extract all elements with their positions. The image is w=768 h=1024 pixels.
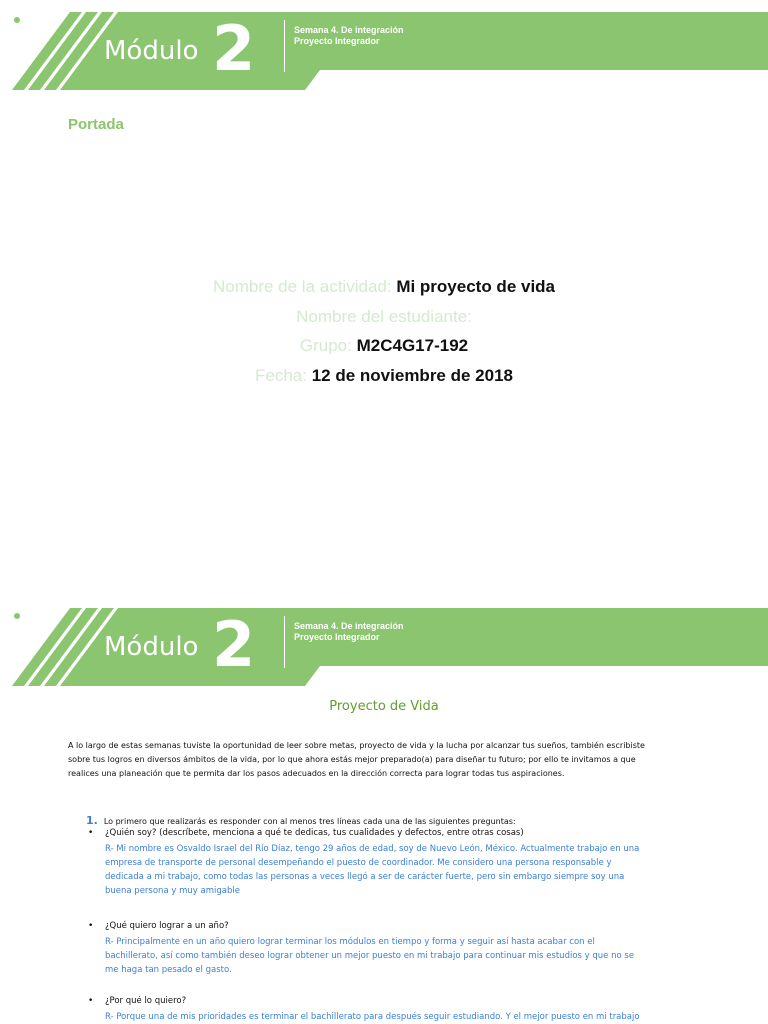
module-number: 2	[212, 12, 256, 85]
group-value: M2C4G17-192	[356, 336, 469, 355]
module-word: Módulo	[104, 36, 199, 66]
module-number: 2	[212, 608, 256, 681]
activity-label: Nombre de la actividad:	[212, 277, 392, 296]
module-banner	[0, 0, 768, 90]
answer-text	[105, 935, 725, 977]
question-text: ¿Por qué lo quiero?	[105, 996, 187, 1006]
svg-text:en: en	[30, 604, 37, 610]
intro-paragraph	[68, 739, 718, 781]
answer-line: bachillerato, así como también deseo lograr obtener un mejor puesto en mi trabajo para continuar mis estudios y que no se	[105, 951, 635, 961]
answer-line: buena persona y muy amigable	[105, 886, 240, 896]
banner-divider	[284, 616, 285, 668]
svg-text:SEP: SEP	[30, 620, 43, 626]
student-label: Nombre del estudiante:	[296, 307, 472, 326]
date-label: Fecha:	[255, 366, 307, 385]
intro-line: realices una planeación que te permita dar los pasos adecuados en la dirección correcta para lograr todas tus aspiraciones.	[68, 769, 565, 778]
answer-line: R- Porque una de mis prioridades es terminar el bachillerato para después seguir estudiando. Y el mejor puesto en mi trabajo	[105, 1012, 640, 1022]
question-text: ¿Quién soy? (descríbete, menciona a qué te dedicas, tus cualidades y defectos, entre otras cosas)	[105, 828, 524, 838]
question-text: ¿Qué quiero lograr a un año?	[105, 921, 229, 931]
numbered-item	[86, 814, 516, 827]
document-title: Proyecto de Vida	[329, 699, 439, 714]
student-line	[0, 307, 768, 327]
answer-line: empresa de transporte de personal desempeñando el puesto de coordinador. Me considero una persona responsable y	[105, 858, 612, 868]
prepa-logo-icon	[0, 596, 44, 634]
banner-divider	[284, 20, 285, 72]
week-label: Semana 4. De integración	[294, 621, 404, 631]
date-line	[0, 366, 768, 386]
answer-text	[105, 1010, 725, 1024]
portada-heading: Portada	[68, 116, 124, 133]
bullet-icon: •	[88, 828, 94, 838]
date-value: 12 de noviembre de 2018	[311, 366, 513, 385]
svg-text:en: en	[30, 8, 37, 14]
page-2	[0, 596, 768, 1024]
answer-line: R- Principalmente en un año quiero lograr terminar los módulos en tiempo y forma y seguir así hasta acabar con el	[105, 937, 595, 947]
svg-text:SEP: SEP	[30, 24, 43, 30]
project-label: Proyecto Integrador	[294, 632, 380, 642]
answer-line: me haga tan pesado el gasto.	[105, 965, 232, 975]
answer-line: dedicada a mi trabajo, como todas las personas a veces llegó a ser de carácter fuerte, pero sin embargo siempre soy una	[105, 872, 625, 882]
intro-line: sobre tus logros en diversos ámbitos de la vida, por lo que ahora estás mejor preparado(a) para diseñar tu futuro; por ello te invitamos a que	[68, 755, 636, 764]
banner-subtitle	[294, 621, 404, 643]
prepa-logo-icon	[0, 0, 44, 38]
banner-subtitle	[294, 25, 404, 47]
module-banner	[0, 596, 768, 686]
bullet-icon: •	[88, 921, 94, 931]
activity-line	[0, 277, 768, 297]
activity-value: Mi proyecto de vida	[396, 277, 556, 296]
bullet-icon: •	[88, 996, 94, 1006]
answer-line: R- Mi nombre es Osvaldo Israel del Río Díaz, tengo 29 años de edad, soy de Nuevo León, México. Actualmente trabajo en una	[105, 844, 640, 854]
module-word: Módulo	[104, 632, 199, 662]
group-line	[0, 336, 768, 356]
svg-text:línea: línea	[30, 612, 44, 618]
item-number: 1.	[86, 814, 98, 827]
svg-text:línea: línea	[30, 16, 44, 22]
item-text: Lo primero que realizarás es responder con al menos tres líneas cada una de las siguientes preguntas:	[103, 817, 516, 826]
answer-text	[105, 842, 725, 898]
group-label: Grupo:	[299, 336, 352, 355]
week-label: Semana 4. De integración	[294, 25, 404, 35]
project-label: Proyecto Integrador	[294, 36, 380, 46]
intro-line: A lo largo de estas semanas tuviste la oportunidad de leer sobre metas, proyecto de vida y la lucha por alcanzar tus sueños, también escribiste	[68, 741, 645, 750]
